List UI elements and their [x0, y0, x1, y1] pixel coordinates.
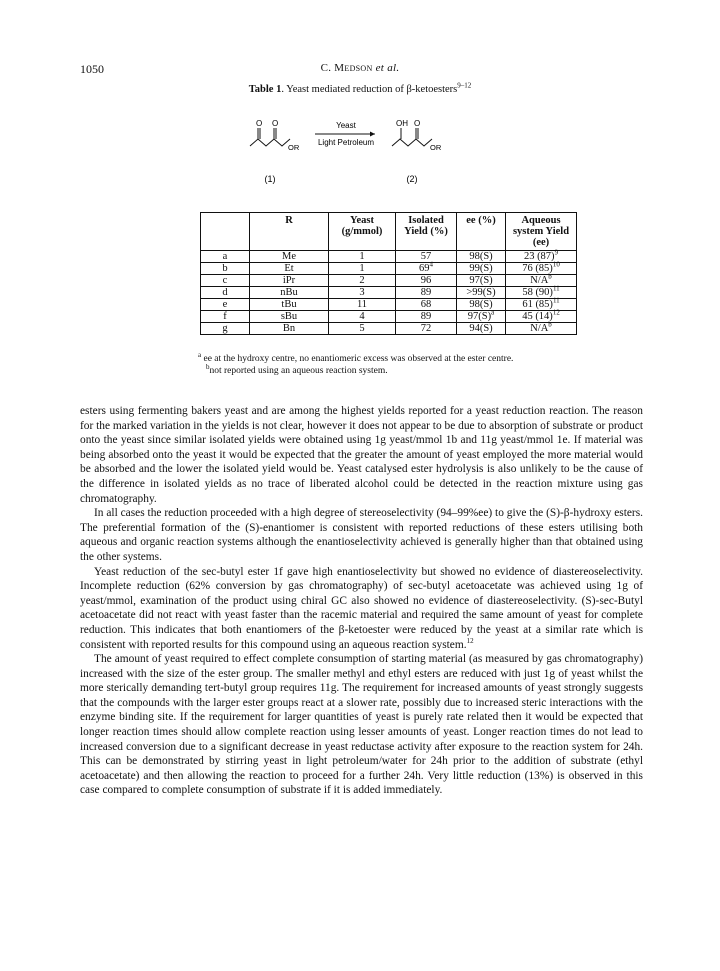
footnote-b-text: not reported using an aqueous reaction system. — [209, 366, 388, 376]
reactant-label: (1) — [264, 174, 276, 184]
table-caption-text: Yeast mediated reduction of β-ketoesters — [286, 84, 458, 95]
page-number: 1050 — [80, 62, 104, 76]
cell-aqueous — [506, 272, 577, 287]
cell-ee-value: 97(S) — [469, 275, 493, 286]
cell-yeast — [329, 263, 396, 275]
cell-aqueous-note: b — [548, 320, 552, 329]
table-footnotes — [198, 350, 514, 377]
cell-r-group — [250, 251, 329, 263]
cell-aqueous — [506, 248, 577, 263]
table-body — [201, 248, 577, 335]
cell-aqueous-value: 61 (85) — [522, 299, 553, 310]
cell-ee-value: >99(S) — [466, 287, 496, 298]
cell-r-group-value: sBu — [280, 311, 298, 322]
cell-ee — [457, 308, 506, 323]
table-caption-label: Table 1 — [248, 84, 282, 95]
cell-aqueous — [506, 296, 577, 311]
cell-compound-id — [201, 263, 250, 275]
cell-compound-id — [201, 323, 250, 335]
cell-yeast-value: 3 — [359, 287, 365, 298]
cell-r-group — [250, 275, 329, 287]
table-row — [201, 299, 577, 311]
table-row — [201, 311, 577, 323]
cell-compound-id — [201, 287, 250, 299]
cell-isolated-yield — [396, 260, 457, 275]
cell-compound-id-value: c — [222, 275, 228, 286]
cell-ee-value: 94(S) — [469, 323, 493, 334]
header-r: R — [250, 213, 329, 251]
cell-r-group-value: Et — [284, 263, 294, 274]
running-head-author: C. Medson — [320, 62, 373, 74]
cell-ee-note: a — [491, 308, 495, 317]
cell-r-group-value: Me — [282, 251, 296, 262]
paragraph-3-ref: 12 — [466, 636, 474, 645]
cell-r-group — [250, 263, 329, 275]
cell-compound-id — [201, 299, 250, 311]
table-row — [201, 251, 577, 263]
cell-yeast — [329, 287, 396, 299]
cell-ee-value: 98(S) — [469, 251, 493, 262]
footnote-a-mark: a — [198, 350, 202, 359]
cell-yeast-value: 5 — [359, 323, 365, 334]
cell-aqueous — [506, 284, 577, 299]
cell-yeast-value: 1 — [359, 263, 365, 274]
reactant-or-label: OR — [288, 143, 300, 152]
footnote-b-mark: b — [206, 362, 210, 371]
product-structure — [392, 128, 432, 146]
cell-compound-id-value: b — [222, 263, 228, 274]
cell-r-group-value: nBu — [280, 287, 298, 298]
reagent-top-label: Yeast — [336, 121, 356, 130]
running-head — [0, 62, 720, 74]
product-oh-label: OH — [396, 119, 408, 128]
reactant-structure — [250, 128, 290, 146]
cell-isolated-yield — [396, 323, 457, 335]
cell-r-group — [250, 299, 329, 311]
cell-yeast — [329, 251, 396, 263]
body-text — [80, 404, 643, 798]
paragraph-1: esters using fermenting bakers yeast and are among the highest yields reported for a yeast reduction reaction. The reason for the marked variation in the yields is not clear, however it does not appear to be due to absorption of substrate or product onto the yeast since similar isolated yields were obtained using 1g yeast/mmol 1b and 11g yeast/mmol 1e. If material was being absorbed onto the yeast it would be expected that the greater the amount of yeast employed the more material would be absorbed and the lower the isolated yield would be. Yeast catalysed ester hydrolysis is also unlikely to be the cause of the difference in isolated yields as no trace of liberated alcohol could be detected in the reaction mixture using gas chromatography. — [80, 405, 643, 505]
cell-compound-id-value: g — [222, 323, 228, 334]
cell-aqueous-value: N/A — [530, 323, 549, 334]
cell-aqueous — [506, 320, 577, 335]
cell-r-group-value: Bn — [282, 323, 296, 334]
cell-ee-value: 98(S) — [469, 299, 493, 310]
header-ee: ee (%) — [457, 213, 506, 251]
cell-compound-id — [201, 275, 250, 287]
cell-yeast — [329, 323, 396, 335]
cell-aqueous-note: b — [548, 272, 552, 281]
running-head-etal: et al. — [375, 62, 400, 74]
cell-isolated-yield-value: 89 — [420, 287, 432, 298]
cell-isolated-yield — [396, 251, 457, 263]
cell-r-group — [250, 287, 329, 299]
cell-isolated-yield-value: 68 — [420, 299, 432, 310]
cell-aqueous-note: 11 — [552, 284, 560, 293]
footnote-a — [198, 350, 514, 365]
cell-aqueous-value: 76 (85) — [522, 263, 553, 274]
cell-isolated-yield — [396, 287, 457, 299]
cell-aqueous-value: 45 (14) — [522, 311, 553, 322]
header-isolated-yield: Isolated Yield (%) — [396, 213, 457, 251]
cell-compound-id — [201, 251, 250, 263]
cell-isolated-yield-value: 72 — [420, 323, 432, 334]
cell-aqueous-value: 23 (87) — [523, 251, 555, 262]
cell-yeast-value: 2 — [359, 275, 365, 286]
header-aqueous: Aqueous system Yield (ee) — [506, 213, 577, 251]
cell-aqueous — [506, 260, 577, 275]
product-label: (2) — [406, 174, 418, 184]
cell-ee — [457, 251, 506, 263]
reactant-o2-label: O — [272, 119, 279, 128]
table-row — [201, 323, 577, 335]
paragraph-2: In all cases the reduction proceeded with a high degree of stereoselectivity (94–99%ee) to give the (S)-β-hydroxy esters. The preferential formation of the (S)-enantiomer is consistent with reported reductions of these esters utilising both aqueous and organic reaction systems although the enantioselectivity achieved is generally higher than that obtained using the other systems. — [80, 507, 643, 563]
cell-isolated-yield-note: 4 — [429, 260, 433, 269]
cell-aqueous — [506, 308, 577, 323]
header-yeast: Yeast (g/mmol) — [329, 213, 396, 251]
product-or-label: OR — [430, 143, 442, 152]
cell-compound-id-value: d — [222, 287, 228, 298]
cell-ee — [457, 287, 506, 299]
cell-compound-id-value: e — [222, 299, 228, 310]
cell-isolated-yield — [396, 311, 457, 323]
results-table — [200, 212, 577, 335]
table-row — [201, 275, 577, 287]
table-caption: Table 1. Yeast mediated reduction of β-ketoesters$^{9-12}$ — [248, 81, 472, 95]
cell-isolated-yield-value: 69 — [419, 263, 430, 274]
cell-aqueous-note: 9 — [554, 248, 559, 257]
cell-isolated-yield — [396, 299, 457, 311]
paragraph-3-text: Yeast reduction of the sec-butyl ester 1f gave high enantioselectivity but showed no evidence of diastereoselectivity. Incomplete reduction (62% conversion by gas chromatography) of sec-butyl acetoacetate was achieved using 1g of yeast/mmol, examination of the product using chiral GC also showed no evidence of diastereoselectivity. (S)-sec-Butyl acetoacetate did not react with yeast faster than the racemic material and required the same amount of yeast for complete reduction. This indicates that both enantiomers of the β-ketoester were reduced by the yeast at a similar rate which is consistent with reported results for this compound using an aqueous reaction system. — [80, 565, 643, 651]
cell-yeast — [329, 275, 396, 287]
cell-aqueous-note: 11 — [552, 296, 560, 305]
footnote-b — [198, 362, 513, 377]
paragraph-3 — [80, 565, 643, 653]
cell-r-group — [250, 311, 329, 323]
cell-aqueous-value: N/A — [530, 275, 549, 286]
table-row — [201, 287, 577, 299]
cell-compound-id-value: f — [223, 311, 227, 322]
cell-ee — [457, 275, 506, 287]
cell-isolated-yield — [396, 275, 457, 287]
cell-aqueous-note: 10 — [552, 260, 560, 269]
cell-isolated-yield-value: 57 — [420, 251, 432, 262]
product-o-label: O — [414, 119, 421, 128]
cell-ee — [457, 299, 506, 311]
cell-ee-value: 99(S) — [469, 263, 493, 274]
header-blank — [201, 213, 250, 251]
cell-yeast-value: 11 — [356, 299, 368, 310]
cell-isolated-yield-value: 89 — [420, 311, 432, 322]
cell-yeast — [329, 299, 396, 311]
cell-isolated-yield-value: 96 — [420, 275, 432, 286]
cell-yeast-value: 1 — [359, 251, 365, 262]
cell-ee — [457, 263, 506, 275]
cell-ee-value: 97(S) — [467, 311, 492, 322]
table-caption-ref: 9–12 — [457, 81, 472, 90]
reaction-arrowhead — [370, 132, 375, 137]
reactant-o1-label: O — [256, 119, 263, 128]
cell-compound-id — [201, 311, 250, 323]
cell-yeast — [329, 311, 396, 323]
cell-aqueous-note: 12 — [552, 308, 560, 317]
cell-r-group-value: tBu — [281, 299, 297, 310]
table-row — [201, 263, 577, 275]
cell-r-group-value: iPr — [282, 275, 296, 286]
table-header-row — [201, 213, 577, 251]
cell-yeast-value: 4 — [359, 311, 365, 322]
footnote-a-text: ee at the hydroxy centre, no enantiomeric excess was observed at the ester centre. — [203, 354, 514, 364]
cell-r-group — [250, 323, 329, 335]
paragraph-4: The amount of yeast required to effect complete consumption of starting material (as measured by gas chromatography) increased with the size of the ester group. The smaller methyl and ethyl esters are reduced with just 1g of yeast whilst the more sterically demanding tert-butyl group requires 11g. The requirement for increased amounts of yeast strongly suggests that the compounds with the larger ester groups react at a slower rate, possibly due to increased steric interactions with the enzyme binding site. If the requirement for larger quantities of yeast is purely rate related then it would be expected that longer reaction times should allow complete reaction using lesser amounts of yeast. Longer reaction times do not lead to increased conversion due to a significant decrease in yeast reductase activity after exposure to the reaction system for 24h. This can be demonstrated by stirring yeast in light petroleum/water for 24h prior to the addition of substrate (ethyl acetoacetate) and then allowing the reaction to proceed for a further 24h. Very little reduction (13%) is observed in this case compared to complete consumption of substrate if it is added immediately. — [80, 653, 643, 797]
reagent-bottom-label: Light Petroleum — [317, 138, 375, 147]
cell-compound-id-value: a — [222, 251, 228, 262]
cell-aqueous-value: 58 (90) — [522, 287, 553, 298]
reaction-scheme — [220, 106, 550, 196]
cell-ee — [457, 323, 506, 335]
